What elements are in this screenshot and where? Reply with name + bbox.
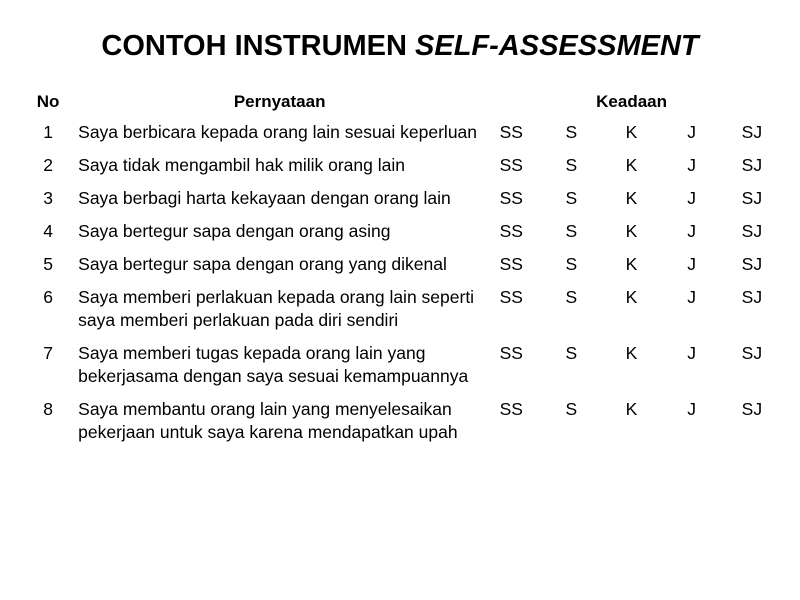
table-row bbox=[18, 253, 782, 286]
option-s: S bbox=[565, 254, 578, 274]
option-s: S bbox=[565, 343, 578, 363]
option-s: S bbox=[565, 221, 578, 241]
table-row bbox=[18, 121, 782, 154]
option-j: J bbox=[687, 155, 697, 175]
option-j: J bbox=[687, 221, 697, 241]
row-statement: Saya memberi tugas kepada orang lain yang bekerjasama dengan saya sesuai kemampuannya bbox=[78, 343, 469, 386]
title-italic: SELF-ASSESSMENT bbox=[415, 30, 699, 62]
option-s: S bbox=[565, 399, 578, 419]
option-ss: SS bbox=[499, 287, 523, 307]
option-sj: SJ bbox=[741, 122, 763, 142]
option-ss: SS bbox=[499, 343, 523, 363]
option-sj: SJ bbox=[741, 188, 763, 208]
table-row bbox=[18, 187, 782, 220]
row-statement: Saya bertegur sapa dengan orang asing bbox=[78, 221, 391, 241]
option-j: J bbox=[687, 188, 697, 208]
row-statement: Saya tidak mengambil hak milik orang lain bbox=[78, 155, 405, 175]
header-no: No bbox=[36, 92, 60, 111]
option-k: K bbox=[625, 221, 638, 241]
option-j: J bbox=[687, 254, 697, 274]
page-title bbox=[0, 30, 800, 63]
row-statement: Saya memberi perlakuan kepada orang lain seperti saya memberi perlakuan pada diri sendiri bbox=[78, 287, 475, 330]
option-ss: SS bbox=[499, 188, 523, 208]
row-statement: Saya bertegur sapa dengan orang yang dikenal bbox=[78, 254, 447, 274]
header-statement: Pernyataan bbox=[233, 92, 326, 111]
row-number: 3 bbox=[43, 188, 53, 208]
option-sj: SJ bbox=[741, 254, 763, 274]
option-k: K bbox=[625, 399, 638, 419]
option-ss: SS bbox=[499, 221, 523, 241]
header-condition: Keadaan bbox=[596, 92, 668, 111]
option-k: K bbox=[625, 188, 638, 208]
table-row bbox=[18, 342, 782, 398]
option-ss: SS bbox=[499, 122, 523, 142]
option-sj: SJ bbox=[741, 155, 763, 175]
row-number: 7 bbox=[43, 343, 53, 363]
row-statement: Saya berbagi harta kekayaan dengan orang lain bbox=[78, 188, 451, 208]
table-row bbox=[18, 398, 782, 454]
option-sj: SJ bbox=[741, 287, 763, 307]
option-j: J bbox=[687, 343, 697, 363]
row-statement: Saya membantu orang lain yang menyelesaikan pekerjaan untuk saya karena mendapatkan upah bbox=[78, 399, 458, 442]
option-j: J bbox=[687, 122, 697, 142]
option-k: K bbox=[625, 155, 638, 175]
option-k: K bbox=[625, 122, 638, 142]
row-statement: Saya berbicara kepada orang lain sesuai keperluan bbox=[78, 122, 478, 142]
option-k: K bbox=[625, 254, 638, 274]
row-number: 1 bbox=[43, 122, 53, 142]
assessment-table bbox=[18, 86, 782, 454]
row-number: 8 bbox=[43, 399, 53, 419]
option-ss: SS bbox=[499, 155, 523, 175]
table-row bbox=[18, 286, 782, 342]
option-s: S bbox=[565, 287, 578, 307]
option-ss: SS bbox=[499, 254, 523, 274]
option-sj: SJ bbox=[741, 221, 763, 241]
option-ss: SS bbox=[499, 399, 523, 419]
table-row bbox=[18, 154, 782, 187]
row-number: 2 bbox=[43, 155, 53, 175]
row-number: 5 bbox=[43, 254, 53, 274]
option-s: S bbox=[565, 188, 578, 208]
option-k: K bbox=[625, 287, 638, 307]
table-row bbox=[18, 220, 782, 253]
row-number: 6 bbox=[43, 287, 53, 307]
option-j: J bbox=[687, 399, 697, 419]
option-s: S bbox=[565, 122, 578, 142]
option-sj: SJ bbox=[741, 343, 763, 363]
option-j: J bbox=[687, 287, 697, 307]
option-k: K bbox=[625, 343, 638, 363]
option-s: S bbox=[565, 155, 578, 175]
option-sj: SJ bbox=[741, 399, 763, 419]
row-number: 4 bbox=[43, 221, 53, 241]
title-plain: CONTOH INSTRUMEN bbox=[101, 30, 416, 62]
table-header-row bbox=[18, 86, 782, 121]
table-body bbox=[18, 121, 782, 454]
